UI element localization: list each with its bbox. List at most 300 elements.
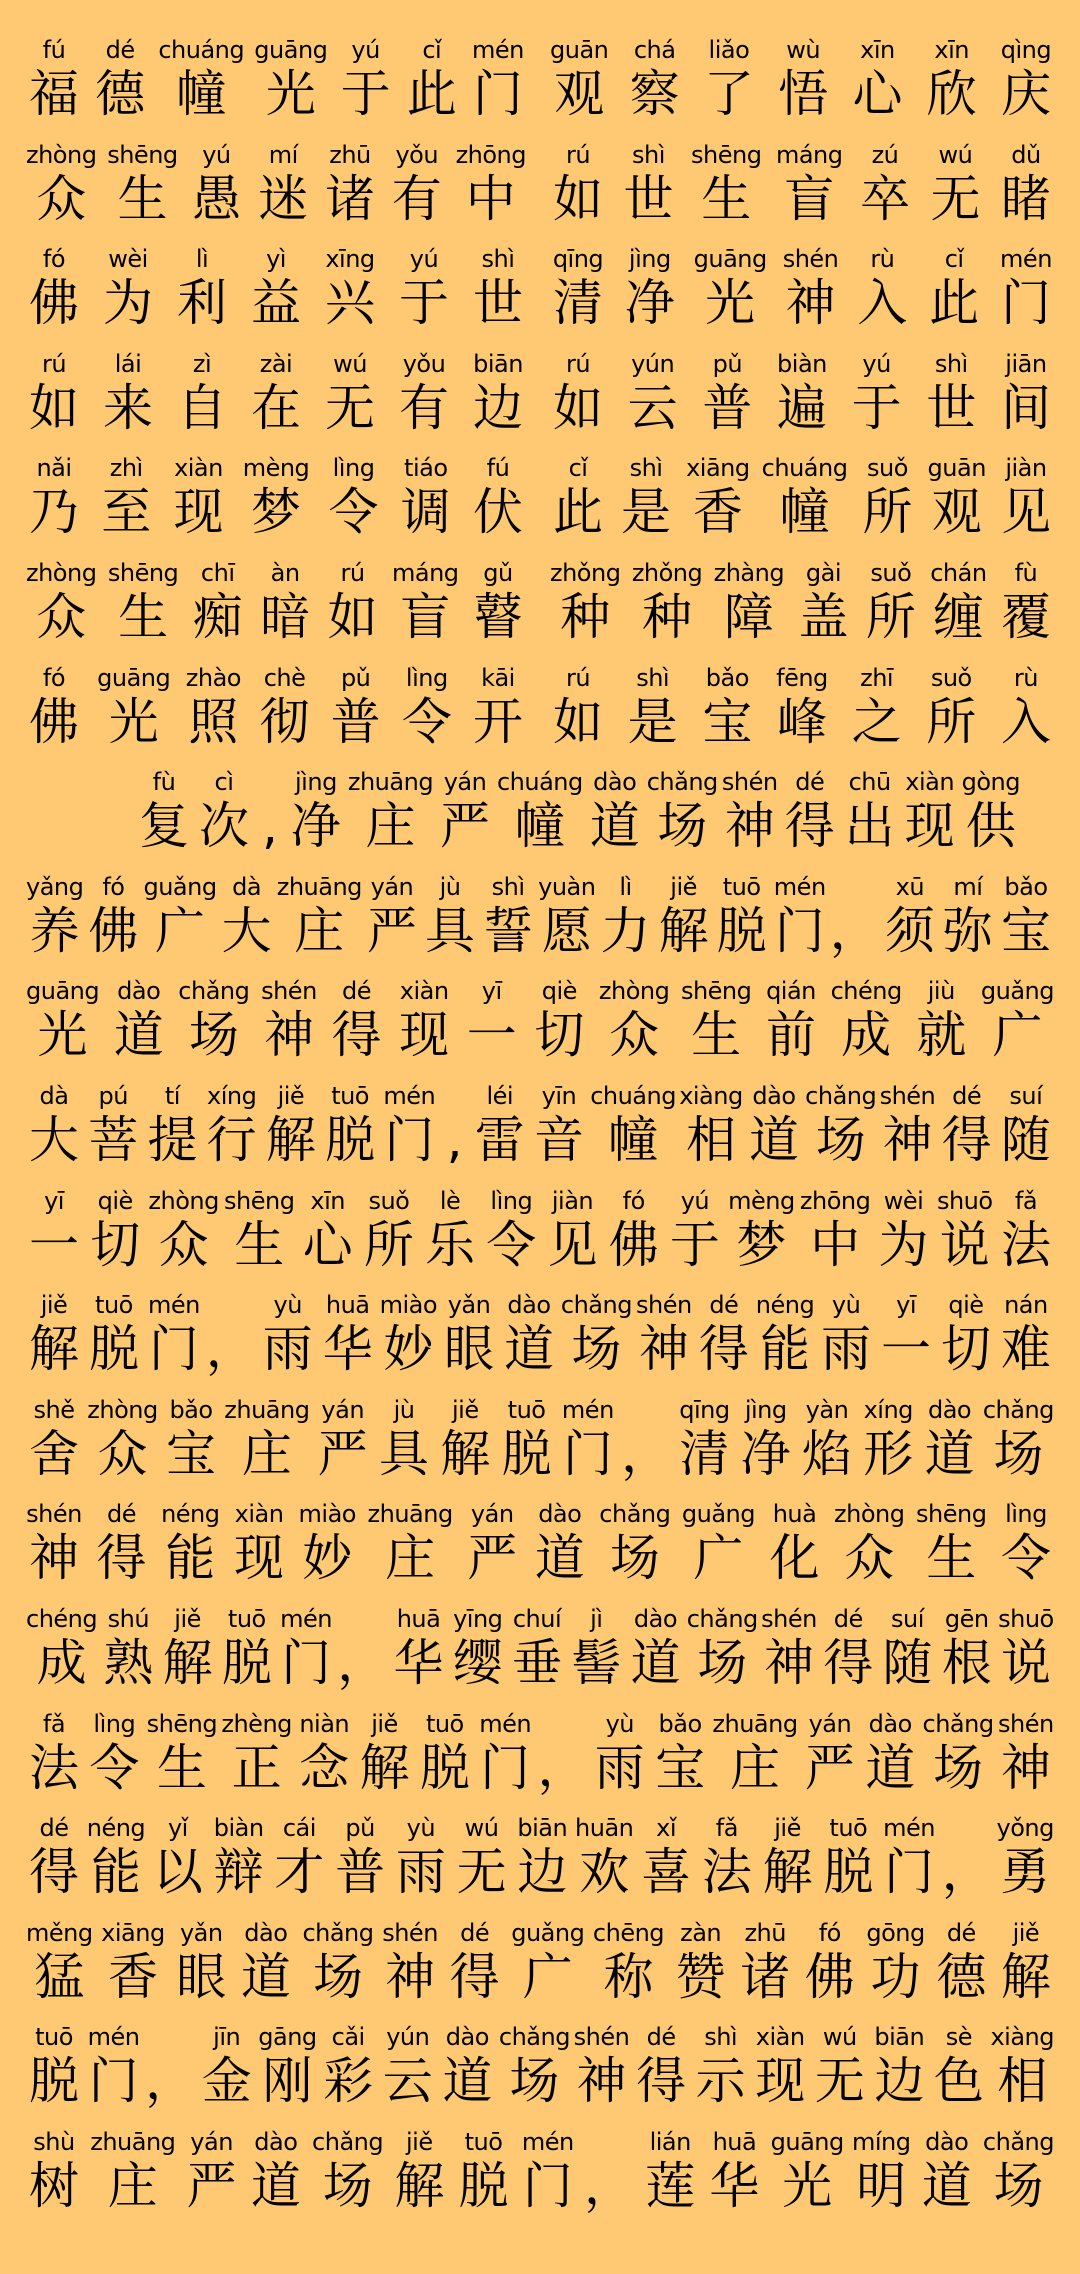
pinyin: zhuāng bbox=[367, 1500, 453, 1529]
pinyin: tuō bbox=[829, 1814, 868, 1843]
pinyin: dào bbox=[868, 1709, 912, 1738]
character-unit bbox=[737, 1919, 793, 2007]
character-unit bbox=[470, 350, 526, 438]
pinyin: fó bbox=[42, 245, 66, 274]
hanzi: 神 bbox=[576, 2052, 627, 2111]
pinyin: fú bbox=[42, 36, 66, 64]
pinyin: zhuāng bbox=[90, 2127, 176, 2156]
character-unit bbox=[550, 350, 606, 438]
pinyin: xiàn bbox=[399, 977, 449, 1006]
character-unit bbox=[775, 36, 831, 124]
character-unit bbox=[981, 977, 1054, 1065]
pinyin: shuō bbox=[936, 1186, 993, 1215]
pinyin: yú bbox=[862, 349, 891, 378]
hanzi: 诸 bbox=[740, 1947, 791, 2006]
character-unit bbox=[998, 1291, 1054, 1379]
character-unit bbox=[931, 2023, 987, 2111]
character-unit bbox=[263, 1082, 319, 1170]
character-unit bbox=[694, 245, 767, 333]
hanzi: 道 bbox=[865, 1738, 916, 1797]
pinyin: lì bbox=[619, 872, 632, 901]
hanzi: 喜 bbox=[641, 1843, 692, 1902]
character-unit bbox=[752, 2023, 808, 2111]
character-unit bbox=[322, 141, 378, 229]
pinyin: chǎng bbox=[982, 2127, 1054, 2156]
character-unit bbox=[590, 1082, 676, 1170]
character-unit bbox=[178, 977, 249, 1065]
hanzi: 能 bbox=[165, 1529, 216, 1588]
character-unit bbox=[470, 454, 526, 542]
pinyin: qián bbox=[766, 977, 816, 1006]
pinyin: lè bbox=[439, 1186, 461, 1215]
character-unit bbox=[26, 454, 82, 542]
character-unit bbox=[322, 350, 378, 438]
pinyin: xíng bbox=[863, 1395, 913, 1424]
verse-left-half bbox=[26, 664, 526, 752]
hanzi: 根 bbox=[941, 1633, 992, 1692]
pinyin: míng bbox=[851, 2127, 911, 2156]
character-unit bbox=[550, 454, 606, 542]
hanzi: 有 bbox=[391, 169, 442, 228]
character-unit bbox=[728, 1187, 795, 1275]
character-unit bbox=[254, 36, 327, 124]
hanzi: 佛 bbox=[88, 901, 139, 960]
character-unit bbox=[450, 1605, 506, 1693]
character-unit bbox=[738, 1396, 794, 1484]
character-unit bbox=[94, 1500, 150, 1588]
hanzi: 道 bbox=[748, 1110, 799, 1169]
pinyin: zhuāng bbox=[347, 768, 434, 797]
pinyin: jīn bbox=[213, 2023, 241, 2052]
character-unit bbox=[983, 2128, 1054, 2216]
hanzi: 须 bbox=[884, 901, 935, 960]
pinyin: yīn bbox=[541, 1081, 577, 1110]
hanzi: 世 bbox=[623, 169, 674, 228]
pinyin: mén bbox=[87, 2023, 140, 2052]
pinyin: dé bbox=[460, 1918, 490, 1947]
pinyin: jiàn bbox=[1005, 454, 1047, 483]
hanzi: 云 bbox=[382, 2052, 433, 2111]
pinyin: yǒng bbox=[996, 1814, 1054, 1843]
hanzi: 愚 bbox=[191, 169, 242, 228]
hanzi: 间 bbox=[1000, 378, 1051, 437]
hanzi: 幢 bbox=[779, 483, 830, 542]
hanzi: 庄 bbox=[107, 2156, 158, 2215]
character-unit bbox=[86, 1710, 142, 1798]
character-unit bbox=[509, 1605, 565, 1693]
character-unit bbox=[714, 559, 784, 647]
pinyin: zhǒng bbox=[550, 558, 621, 587]
pinyin: xīng bbox=[325, 245, 375, 274]
hanzi: 难 bbox=[1000, 1320, 1051, 1379]
pinyin: huā bbox=[325, 1291, 370, 1320]
character-unit bbox=[802, 1710, 858, 1798]
character-unit bbox=[348, 768, 433, 856]
character-unit bbox=[100, 245, 156, 333]
character-unit bbox=[150, 1814, 206, 1902]
hanzi: ， bbox=[537, 1738, 588, 1797]
character-unit bbox=[26, 559, 96, 647]
hanzi: 佛 bbox=[29, 692, 79, 751]
character-unit bbox=[706, 2128, 762, 2216]
prose-line bbox=[26, 1814, 1054, 1902]
hanzi: 得 bbox=[636, 2052, 687, 2111]
pinyin: fēng bbox=[776, 663, 828, 692]
hanzi: 场 bbox=[188, 1006, 239, 1065]
character-unit bbox=[101, 1919, 165, 2007]
character-unit bbox=[687, 1605, 758, 1693]
pinyin: shì bbox=[629, 454, 663, 483]
hanzi: 幢 bbox=[514, 797, 565, 856]
pinyin: tuō bbox=[227, 1604, 266, 1633]
character-unit bbox=[691, 141, 761, 229]
hanzi: 雨 bbox=[594, 1738, 645, 1797]
character-unit bbox=[422, 873, 478, 961]
pinyin: jiě bbox=[40, 1291, 68, 1320]
pinyin: wú bbox=[333, 349, 367, 378]
character-unit bbox=[464, 977, 520, 1065]
pinyin: yàn bbox=[805, 1395, 849, 1424]
character-unit bbox=[820, 1814, 876, 1902]
pinyin: néng bbox=[755, 1291, 815, 1320]
pinyin: biàn bbox=[777, 349, 827, 378]
pinyin: chǎng bbox=[686, 1604, 758, 1633]
hanzi: 如 bbox=[327, 587, 378, 646]
pinyin: shuō bbox=[998, 1604, 1054, 1633]
verse-right-half bbox=[550, 454, 1054, 542]
character-unit bbox=[396, 977, 452, 1065]
pinyin: shén bbox=[573, 2023, 630, 2052]
character-unit bbox=[902, 768, 958, 856]
pinyin: jiě bbox=[174, 1604, 201, 1633]
hanzi: 道 bbox=[250, 2156, 301, 2215]
character-unit bbox=[834, 1500, 904, 1588]
character-unit bbox=[501, 1291, 557, 1379]
character-unit bbox=[760, 1814, 816, 1902]
character-unit bbox=[561, 1291, 632, 1379]
hanzi: 如 bbox=[553, 169, 603, 228]
character-unit bbox=[26, 1291, 82, 1379]
character-unit bbox=[647, 768, 718, 856]
character-unit bbox=[470, 36, 526, 124]
pinyin: chǎng bbox=[646, 768, 718, 797]
pinyin: xiāng bbox=[686, 454, 750, 483]
hanzi: 门 bbox=[472, 65, 523, 123]
character-unit bbox=[676, 1396, 732, 1484]
pinyin: dào bbox=[593, 768, 637, 797]
hanzi: 观 bbox=[931, 483, 982, 542]
character-unit bbox=[325, 559, 381, 647]
character-unit bbox=[302, 1919, 373, 2007]
character-unit bbox=[642, 2128, 698, 2216]
pinyin: mén bbox=[561, 1395, 614, 1424]
pinyin: xǐ bbox=[656, 1814, 677, 1843]
pinyin: nán bbox=[1004, 1291, 1048, 1320]
pinyin: shén bbox=[261, 977, 317, 1006]
hanzi: 众 bbox=[97, 1424, 148, 1483]
hanzi: 勇 bbox=[1000, 1843, 1051, 1902]
verse-line bbox=[26, 141, 1054, 246]
character-unit bbox=[470, 664, 526, 752]
hanzi: 在 bbox=[251, 378, 301, 437]
character-unit bbox=[145, 2023, 195, 2111]
verse-line bbox=[26, 1710, 1054, 1815]
pinyin: shì bbox=[934, 349, 968, 378]
hanzi: , bbox=[446, 1110, 463, 1169]
character-unit bbox=[143, 873, 216, 961]
pinyin: zhì bbox=[109, 454, 143, 483]
hanzi: ， bbox=[583, 2156, 634, 2215]
hanzi: 力 bbox=[600, 901, 651, 960]
character-unit bbox=[439, 2023, 495, 2111]
hanzi: 欣 bbox=[926, 65, 977, 123]
character-unit bbox=[174, 350, 230, 438]
character-unit bbox=[574, 2023, 630, 2111]
character-unit bbox=[26, 245, 82, 333]
pinyin: zhōng bbox=[799, 1186, 871, 1215]
pinyin: lì bbox=[195, 245, 209, 274]
pinyin: bǎo bbox=[705, 663, 749, 692]
hanzi: 刚 bbox=[262, 2052, 313, 2111]
hanzi: 舍 bbox=[29, 1424, 79, 1483]
character-unit bbox=[199, 2023, 255, 2111]
hanzi: 迷 bbox=[258, 169, 309, 228]
pinyin: dé bbox=[646, 2023, 676, 2052]
character-unit bbox=[550, 141, 606, 229]
hanzi: 音 bbox=[533, 1110, 584, 1169]
pinyin: chè bbox=[263, 663, 306, 692]
character-unit bbox=[818, 1291, 874, 1379]
pinyin: suǒ bbox=[368, 1186, 410, 1215]
character-unit bbox=[364, 873, 420, 961]
character-unit bbox=[300, 1187, 356, 1275]
hanzi: 具 bbox=[425, 901, 476, 960]
hanzi: 入 bbox=[1000, 692, 1051, 751]
hanzi: 门 bbox=[774, 901, 825, 960]
hanzi: 所 bbox=[865, 587, 916, 646]
hanzi: 场 bbox=[322, 2156, 373, 2215]
character-unit bbox=[545, 1187, 601, 1275]
hanzi: 如 bbox=[553, 378, 603, 437]
hanzi: 令 bbox=[89, 1738, 140, 1797]
character-unit bbox=[998, 873, 1054, 961]
hanzi: 场 bbox=[509, 2052, 560, 2111]
pinyin: chǎng bbox=[312, 2127, 384, 2156]
verse-line bbox=[26, 559, 1054, 664]
hanzi: 痴 bbox=[192, 587, 243, 646]
pinyin: chǎng bbox=[178, 977, 250, 1006]
hanzi: 脱 bbox=[501, 1424, 552, 1483]
character-unit bbox=[257, 664, 313, 752]
verse-line bbox=[26, 664, 1054, 769]
hanzi: 道 bbox=[924, 1424, 975, 1483]
pinyin: fù bbox=[1014, 558, 1038, 587]
pinyin: fó bbox=[42, 663, 66, 692]
hanzi: 门 bbox=[148, 1320, 199, 1379]
hanzi: 得 bbox=[698, 1320, 749, 1379]
pinyin: mén bbox=[479, 1709, 532, 1738]
character-unit bbox=[511, 1919, 584, 2007]
hanzi: 誓 bbox=[483, 901, 534, 960]
pinyin: guāng bbox=[254, 36, 328, 64]
character-unit bbox=[933, 1919, 989, 2007]
pinyin: chǎng bbox=[498, 2023, 570, 2052]
pinyin: dé bbox=[946, 1918, 976, 1947]
pinyin: tuō bbox=[425, 1709, 464, 1738]
character-unit bbox=[277, 873, 362, 961]
hanzi: 峰 bbox=[776, 692, 827, 751]
pinyin: guāng bbox=[97, 663, 171, 692]
character-unit bbox=[599, 1500, 670, 1588]
pinyin: rú bbox=[565, 349, 591, 378]
character-unit bbox=[238, 1919, 294, 2007]
character-unit bbox=[26, 141, 96, 229]
hanzi: 神 bbox=[385, 1947, 436, 2006]
pinyin: yú bbox=[202, 140, 231, 169]
pinyin: mí bbox=[953, 872, 983, 901]
character-unit bbox=[652, 1710, 708, 1798]
character-unit bbox=[866, 1919, 924, 2007]
pinyin: àn bbox=[270, 558, 300, 587]
hanzi: 严 bbox=[186, 2156, 237, 2215]
pinyin: rù bbox=[870, 245, 895, 274]
hanzi: 清 bbox=[553, 274, 603, 333]
pinyin: xiàn bbox=[755, 2023, 805, 2052]
character-unit bbox=[255, 141, 311, 229]
pinyin: chǎng bbox=[982, 1395, 1054, 1424]
hanzi: 严 bbox=[467, 1529, 518, 1588]
hanzi: 焰 bbox=[801, 1424, 852, 1483]
character-unit bbox=[396, 245, 452, 333]
character-unit bbox=[170, 454, 226, 542]
character-unit bbox=[849, 350, 905, 438]
pinyin: mén bbox=[521, 2127, 574, 2156]
pinyin: yú bbox=[409, 245, 439, 274]
character-unit bbox=[998, 350, 1054, 438]
pinyin: léi bbox=[486, 1081, 514, 1110]
pinyin: yīng bbox=[453, 1604, 503, 1633]
verse-line bbox=[26, 2023, 1054, 2128]
pinyin: zhòng bbox=[598, 977, 670, 1006]
pinyin: dào bbox=[538, 1500, 582, 1529]
pinyin: jìng bbox=[628, 245, 671, 274]
hanzi: 解 bbox=[762, 1843, 813, 1902]
hanzi: 宝 bbox=[655, 1738, 706, 1797]
hanzi: 庄 bbox=[294, 901, 345, 960]
pinyin: lián bbox=[649, 2127, 691, 2156]
hanzi: 之 bbox=[851, 692, 902, 751]
character-unit bbox=[930, 559, 986, 647]
character-unit bbox=[224, 1187, 294, 1275]
hanzi: 令 bbox=[401, 692, 452, 751]
hanzi: 福 bbox=[29, 65, 79, 123]
hanzi: 生 bbox=[234, 1215, 285, 1274]
prose-line bbox=[26, 873, 1054, 961]
pinyin: zhǒng bbox=[631, 558, 703, 587]
character-unit bbox=[163, 1396, 219, 1484]
pinyin: guāng bbox=[26, 977, 100, 1006]
character-unit bbox=[332, 1814, 388, 1902]
character-unit bbox=[219, 873, 275, 961]
hanzi: 愿 bbox=[541, 901, 592, 960]
character-unit bbox=[625, 350, 681, 438]
hanzi: 场 bbox=[571, 1320, 622, 1379]
hanzi: 说 bbox=[939, 1215, 990, 1274]
hanzi: 净 bbox=[290, 797, 341, 856]
pinyin: lìng bbox=[1005, 1500, 1047, 1529]
pinyin: dé bbox=[795, 768, 825, 797]
pinyin: zhòng bbox=[148, 1186, 219, 1215]
hanzi: 是 bbox=[627, 692, 678, 751]
character-unit bbox=[26, 1396, 82, 1484]
hanzi: 于 bbox=[669, 1215, 720, 1274]
pinyin: zhèng bbox=[221, 1709, 292, 1738]
hanzi: 庄 bbox=[729, 1738, 780, 1797]
character-unit bbox=[288, 768, 344, 856]
hanzi: 雨 bbox=[262, 1320, 313, 1379]
character-unit bbox=[627, 36, 683, 124]
verse-line bbox=[26, 1187, 1054, 1292]
pinyin: dé bbox=[952, 1081, 982, 1110]
hanzi: 调 bbox=[400, 483, 451, 542]
pinyin: biàn bbox=[213, 1814, 264, 1843]
verse-line bbox=[26, 1605, 1054, 1710]
hanzi: 一 bbox=[881, 1320, 932, 1379]
character-unit bbox=[441, 1291, 497, 1379]
character-unit bbox=[26, 1710, 82, 1798]
character-unit bbox=[842, 768, 898, 856]
character-unit bbox=[831, 977, 902, 1065]
character-unit bbox=[196, 768, 252, 856]
character-unit bbox=[87, 1187, 143, 1275]
hanzi: 开 bbox=[472, 692, 523, 751]
hanzi: 宝 bbox=[702, 692, 753, 751]
pinyin: yǎng bbox=[26, 872, 84, 901]
character-unit bbox=[312, 2128, 383, 2216]
character-unit bbox=[599, 977, 669, 1065]
character-unit bbox=[26, 2023, 82, 2111]
hanzi: 猛 bbox=[34, 1947, 85, 2006]
hanzi: 盖 bbox=[798, 587, 849, 646]
pinyin: mén bbox=[471, 36, 524, 64]
pinyin: jiě bbox=[774, 1814, 801, 1843]
pinyin: shén bbox=[998, 1709, 1054, 1738]
pinyin: tuō bbox=[35, 2023, 73, 2052]
pinyin: zhuāng bbox=[224, 1395, 310, 1424]
character-unit bbox=[682, 1500, 755, 1588]
prose-line bbox=[26, 1291, 1054, 1379]
pinyin: máng bbox=[775, 140, 843, 169]
hanzi: ， bbox=[145, 2052, 196, 2111]
character-unit bbox=[560, 1396, 616, 1484]
character-unit bbox=[923, 664, 979, 752]
character-unit bbox=[939, 1082, 995, 1170]
hanzi: 随 bbox=[1000, 1110, 1051, 1169]
pinyin: gòng bbox=[961, 768, 1020, 797]
hanzi: 解 bbox=[162, 1633, 213, 1692]
character-unit bbox=[939, 1605, 995, 1693]
hanzi: 边 bbox=[473, 378, 523, 437]
hanzi: 欢 bbox=[579, 1843, 630, 1902]
pinyin: jù bbox=[439, 872, 461, 901]
hanzi: 为 bbox=[878, 1215, 929, 1274]
hanzi: 严 bbox=[366, 901, 417, 960]
pinyin: bǎo bbox=[169, 1395, 213, 1424]
pinyin: yún bbox=[386, 2023, 430, 2052]
character-unit bbox=[447, 1919, 503, 2007]
hanzi: 此 bbox=[553, 483, 603, 542]
hanzi: 次 bbox=[198, 797, 249, 856]
